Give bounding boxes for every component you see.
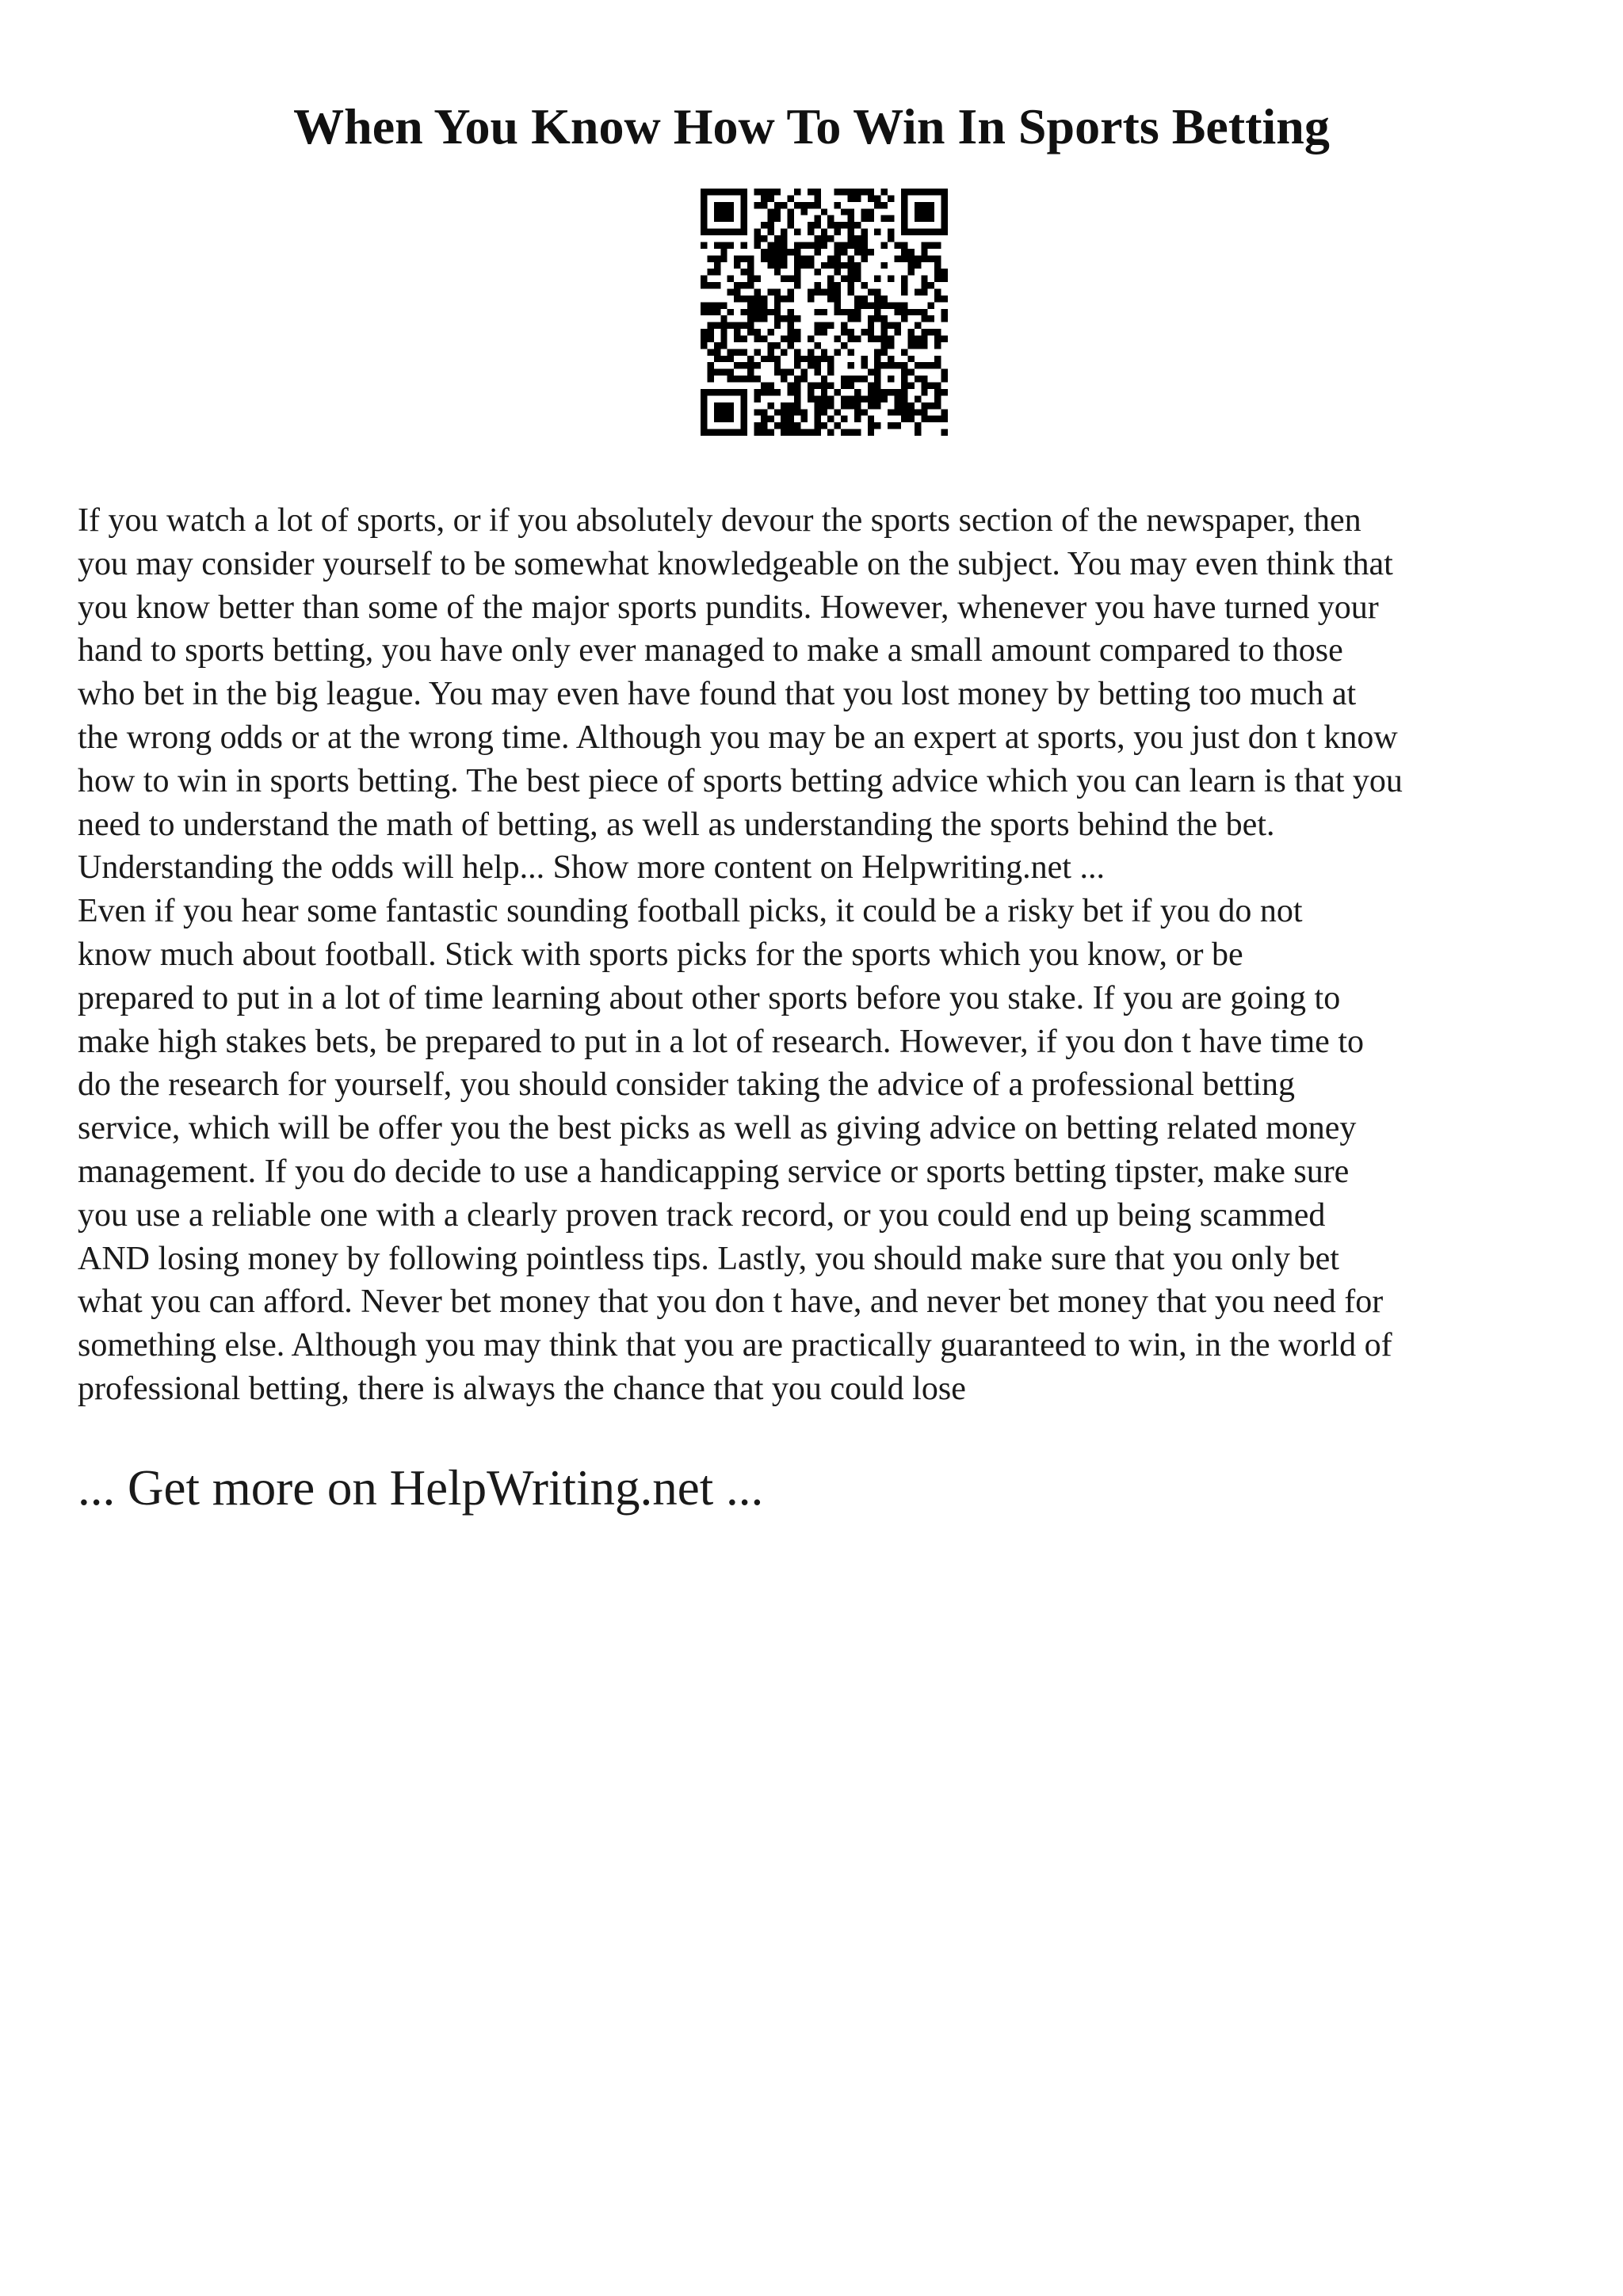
text-line: need to understand the math of betting, as well as understanding the sports behind the bet. xyxy=(78,806,1275,843)
text-line: how to win in sports betting. The best piece of sports betting advice which you can learn is that you xyxy=(78,762,1403,799)
text-line: make high stakes bets, be prepared to put in a lot of research. However, if you don t have time to xyxy=(78,1023,1364,1060)
text-line: Even if you hear some fantastic sounding football picks, it could be a risky bet if you do not xyxy=(78,893,1303,930)
text-line: AND losing money by following pointless tips. Lastly, you should make sure that you only bet xyxy=(78,1240,1339,1277)
text-line: the wrong odds or at the wrong time. Although you may be an expert at sports, you just don t know xyxy=(78,719,1398,756)
text-line: professional betting, there is always the chance that you could lose xyxy=(78,1370,966,1407)
body-text xyxy=(78,499,1568,1411)
text-line: who bet in the big league. You may even have found that you lost money by betting too much at xyxy=(78,676,1357,713)
get-more-link[interactable]: ... Get more on HelpWriting.net ... xyxy=(78,1460,764,1516)
text-line: management. If you do decide to use a handicapping service or sports betting tipster, make sure xyxy=(78,1153,1350,1190)
paragraph-1 xyxy=(78,499,1568,890)
text-line: service, which will be offer you the best picks as well as giving advice on betting related money xyxy=(78,1110,1357,1147)
text-line: you may consider yourself to be somewhat knowledgeable on the subject. You may even think that xyxy=(78,545,1393,582)
qr-code-icon xyxy=(701,189,948,436)
document-title: When You Know How To Win In Sports Betting xyxy=(293,98,1330,154)
paragraph-2 xyxy=(78,890,1568,1411)
text-line: do the research for yourself, you should consider taking the advice of a professional betting xyxy=(78,1066,1296,1104)
text-line: something else. Although you may think that you are practically guaranteed to win, in the world of xyxy=(78,1327,1392,1364)
text-line: what you can afford. Never bet money that you don t have, and never bet money that you need for xyxy=(78,1283,1384,1321)
text-line: hand to sports betting, you have only ever managed to make a small amount compared to those xyxy=(78,632,1343,669)
text-line: you know better than some of the major sports pundits. However, whenever you have turned your xyxy=(78,589,1379,626)
text-line: know much about football. Stick with sports picks for the sports which you know, or be xyxy=(78,936,1243,973)
text-line: you use a reliable one with a clearly proven track record, or you could end up being scammed xyxy=(78,1196,1326,1234)
text-line: If you watch a lot of sports, or if you absolutely devour the sports section of the newspaper, then xyxy=(78,502,1361,539)
text-line: Understanding the odds will help... Show more content on Helpwriting.net ... xyxy=(78,849,1105,887)
text-line: prepared to put in a lot of time learning about other sports before you stake. If you are going to xyxy=(78,979,1341,1016)
